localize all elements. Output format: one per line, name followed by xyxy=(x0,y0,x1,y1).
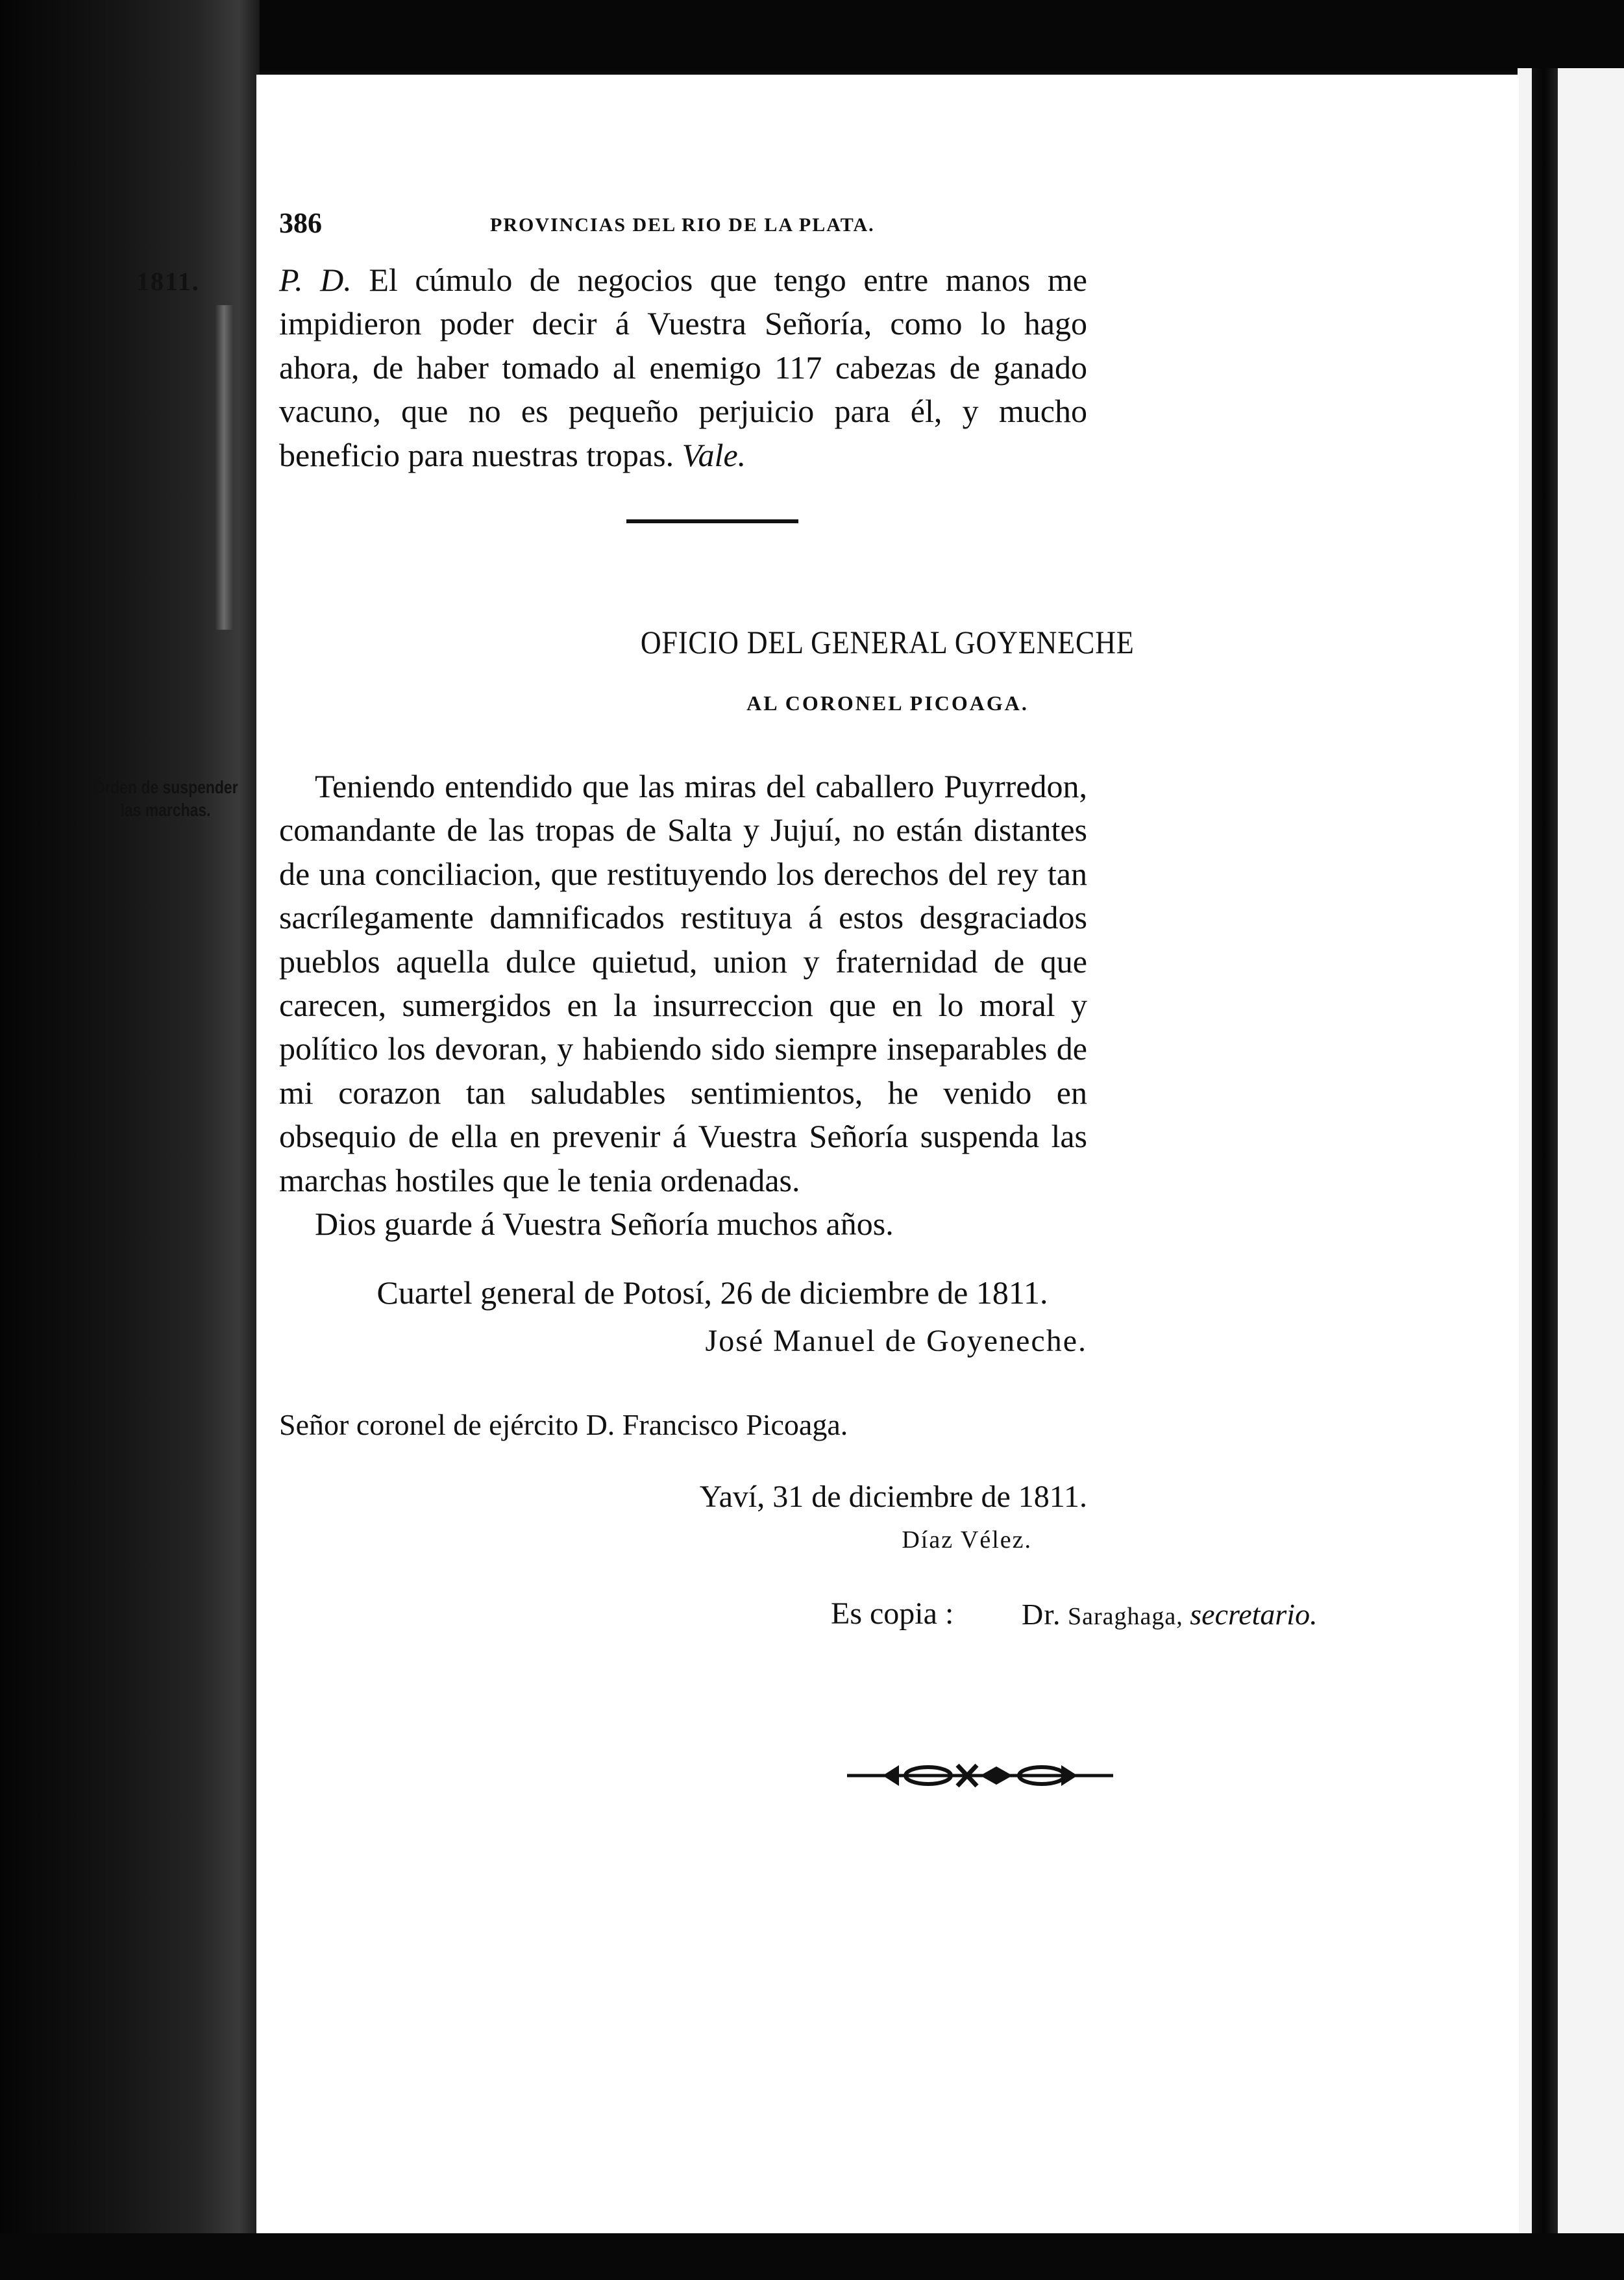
endorsement-signer: Díaz Vélez. xyxy=(902,1526,1032,1554)
letter-body xyxy=(279,765,1087,1246)
letter-dateline: Cuartel general de Potosí, 26 de diciembre de 1811. xyxy=(376,1274,1048,1311)
copy-signer-role: secretario. xyxy=(1190,1598,1318,1631)
letter-paragraph: Teniendo entendido que las miras del caballero Puyrredon, comandante de las tropas de Salta y Jujuí, no están distantes de una conciliacion, que restituyendo los derechos del rey tan sacrílegamente damnificados restituya á estos desgraciados pueblos aquella dulce quietud, union y fraternidad de que carecen, sumergidos en la insurreccion que en lo moral y político los devoran, y habiendo sido siempre inseparables de mi corazon tan saludables sentimientos, he venido en obsequio de ella en prevenir á Vuestra Señoría suspenda las marchas hostiles que le tenia ordenadas. xyxy=(279,768,1087,1198)
copy-label: Es copia : xyxy=(831,1596,954,1631)
postscript-lead: P. D. xyxy=(279,262,352,298)
postscript-text: El cúmulo de negocios que tengo entre manos me impidieron poder decir á Vuestra Señoría, como lo hago ahora, de haber tomado al enemigo 117 cabezas de ganado vacuno, que no es pequeño perjuicio para él, y mucho beneficio para nuestras tropas. xyxy=(279,262,1087,473)
margin-year: 1811. xyxy=(136,267,200,296)
letter-addressee: Señor coronel de ejército D. Francisco Picoaga. xyxy=(279,1408,848,1441)
page-edge-highlight xyxy=(214,305,234,630)
end-ornament-icon xyxy=(847,1756,1113,1795)
copy-signer-name: Saraghaga, xyxy=(1068,1603,1183,1630)
gutter-shadow xyxy=(1532,68,1558,2249)
postscript-vale: Vale. xyxy=(682,436,746,473)
copy-signer-title: Dr. xyxy=(1022,1598,1061,1631)
postscript-paragraph xyxy=(279,258,1087,477)
letter-greeting: Dios guarde á Vuestra Señoría muchos años. xyxy=(315,1206,894,1243)
page-number: 386 xyxy=(279,207,322,239)
document-title-text: OFICIO DEL GENERAL GOYENECHE xyxy=(641,624,1135,660)
endorsement-place-date: Yaví, 31 de diciembre de 1811. xyxy=(699,1480,1087,1514)
microfilm-border-bottom xyxy=(0,2233,1624,2280)
section-divider xyxy=(626,519,798,523)
letter-signer-name: José Manuel de Goyeneche. xyxy=(705,1324,1087,1358)
margin-note: Órden de suspender las marchas. xyxy=(93,777,238,820)
document-subtitle: AL CORONEL PICOAGA. xyxy=(746,691,1029,715)
letter-signer xyxy=(279,1323,1087,1359)
document-title xyxy=(256,623,1519,661)
running-head: PROVINCIAS DEL RIO DE LA PLATA. xyxy=(490,214,875,236)
copy-signature xyxy=(1022,1597,1318,1631)
